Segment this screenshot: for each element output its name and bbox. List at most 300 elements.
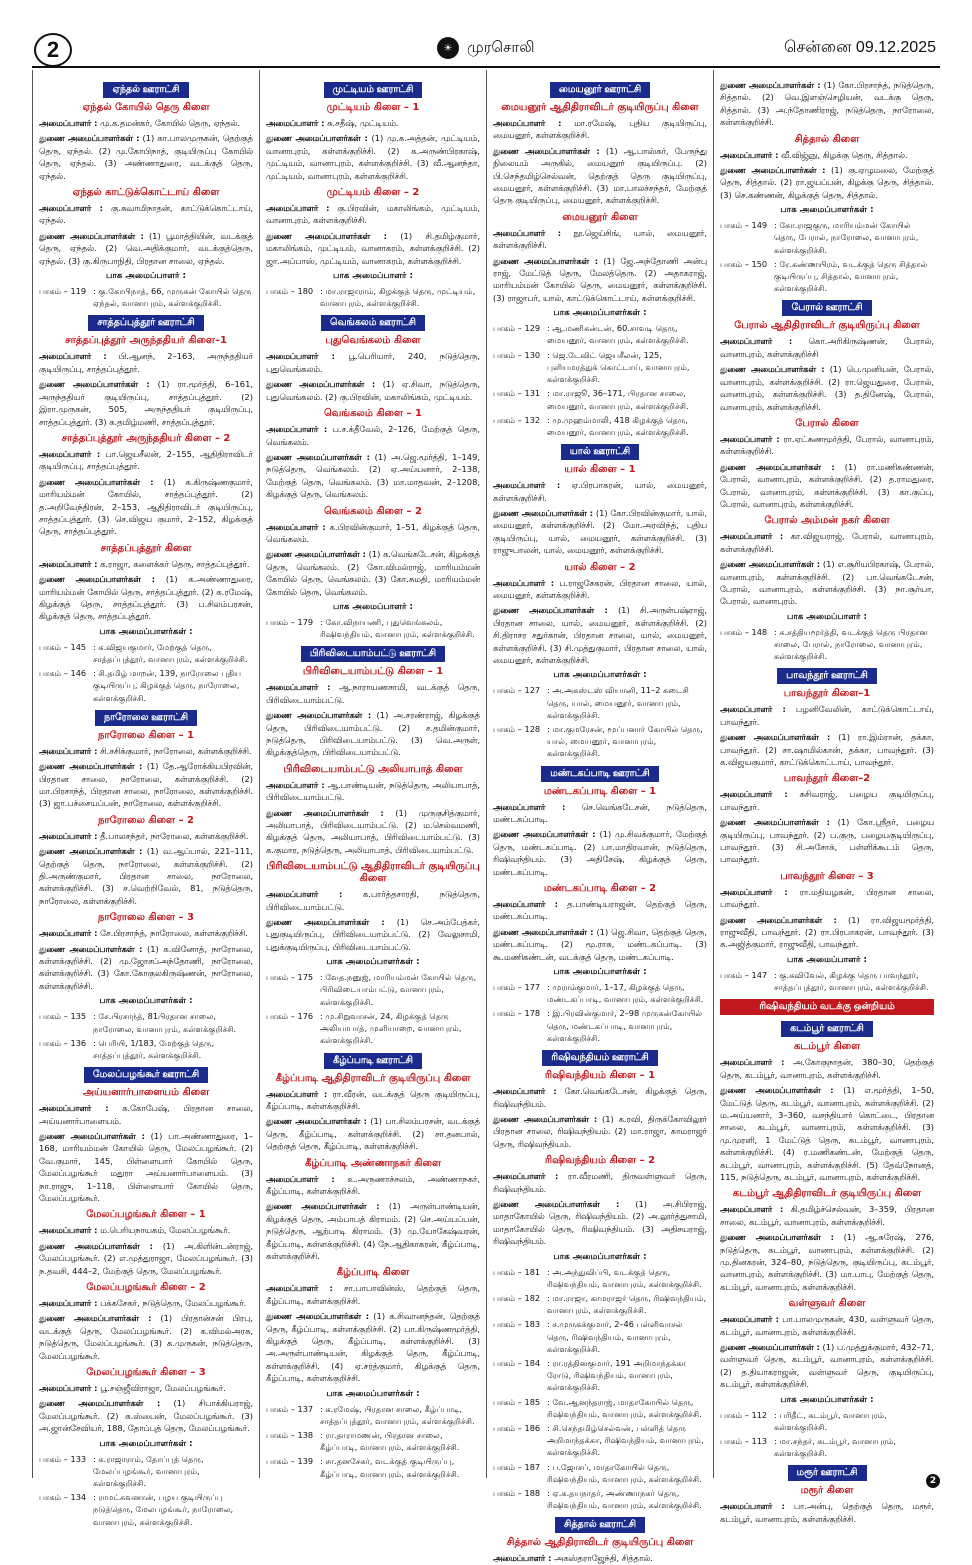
role-label: துணை அமைப்பாளர்கள் : xyxy=(39,943,143,954)
officer-details: (1) க.கிருஷ்ணகுமார், மாரியம்மன் கோயில், சாத்தப்புத்தூர். (2) த.அறிவேந்திரன், 2–153, ஆதிதிராவிடர் குடியிருப்பு, சாத்தப்புத்தூர். (3) செ.விஜய குமார், 2–152, கிழக்குத் தெரு, சாத்தப்புத்தூர். xyxy=(39,476,253,537)
branch-title: சாத்தப்புத்தூர் அருந்ததியர் கிளை–1 xyxy=(65,335,227,347)
role-label: அமைப்பாளர் : xyxy=(720,1501,785,1512)
role-label: துணை அமைப்பாளர்கள் : xyxy=(39,230,144,241)
booth-heading: பாக அமைப்பாளர்கள் : xyxy=(99,1438,193,1449)
role-label: துணை அமைப்பாளர்கள் : xyxy=(39,574,156,585)
officer-entry xyxy=(39,1130,253,1204)
branch-section xyxy=(493,212,707,438)
page-number: 2 xyxy=(34,33,72,67)
booth-officer: : சு.சத்தியமூர்த்தி, வடக்குத் தெரு பிரதான சாலை, பேரால், நாரோலை, வானாபுரம், கள்ளக்குறிச்சி. xyxy=(774,626,928,662)
officer-entry xyxy=(720,731,934,768)
branch-title: பாவந்தூர் கிளை–2 xyxy=(783,773,871,785)
column-3 xyxy=(487,70,714,1564)
officer-details: த.பாண்டியராஜன், தெற்குத் தெரு, மண்டகப்பாடி. xyxy=(493,899,707,922)
booth-heading: பாக அமைப்பாளர்கள் : xyxy=(326,1388,420,1399)
role-label: அமைப்பாளர் : xyxy=(39,351,107,362)
branch-section xyxy=(39,1067,253,1204)
officer-details: பக்கசேகர், நடுத்தெரு, மேலப்பழங்கூர். xyxy=(100,1297,247,1308)
branch-section xyxy=(39,1282,253,1362)
branch-section xyxy=(493,883,707,1044)
role-label: துணை அமைப்பாளர்கள் : xyxy=(720,364,825,375)
booth-officer: : மா.ராஜா, காமராஜர் தெரு, ரிஷிவந்தியம், வானாபுரம், கள்ளக்குறிச்சி. xyxy=(547,1292,707,1316)
officer-entry xyxy=(266,709,480,759)
rising-sun-logo-icon: ☀ xyxy=(437,37,459,59)
role-label: அமைப்பாளர் : xyxy=(493,480,561,491)
role-label: துணை அமைப்பாளர்கள் : xyxy=(266,1116,367,1127)
officer-details: (1) அ.சரண்ராஜ், கிழக்குத் தெரு, பிரிவிடையாம்பட்டு. (2) ச.தமின்குமார், நடுத்தெரு, பிரிவிடையாம்பட்டு. (3) வெ.அருள், கிழக்குத்தெரு, பிரிவிடையாம்பட்டு. xyxy=(266,710,480,758)
officer-details: மா.ரமேஷ், புதிய குடியிருப்பு, மையனூர், கள்ளக்குறிச்சி. xyxy=(493,118,708,141)
officer-details: (1) க.சிவானந்தன், தெற்குத் தெரு, கீழ்ப்பாடி, கள்ளக்குறிச்சி. (2) பா.கிருஷ்ணமூர்த்தி, கிழக்குத் தெரு, கீழ்ப்பாடி, கள்ளக்குறிச்சி. (3) அ.அருள்பாண்டியன், கிழக்குத் தெரு, கீழ்ப்பாடி, கள்ளக்குறிச்சி. (4) ஏ.சரத்குமார், கிழக்குத் தெரு, கீழ்ப்பாடி, கள்ளக்குறிச்சி. xyxy=(266,1311,480,1384)
role-label: துணை அமைப்பாளர்கள் : xyxy=(266,917,385,928)
officer-details: க.பார்த்தசாரதி, நடுத்தெரு, பிரிவிடையாம்பட்டு. xyxy=(266,889,480,912)
role-label: அமைப்பாளர் : xyxy=(39,830,98,841)
booth-number: பாகம் – 178 xyxy=(493,1008,541,1019)
role-label: அமைப்பாளர் : xyxy=(39,1103,109,1114)
officer-entry xyxy=(720,914,934,951)
booth-heading: பாக அமைப்பாளர்கள் : xyxy=(780,1394,874,1405)
role-label: அமைப்பாளர் : xyxy=(266,203,330,214)
footer-page-mark: 2 xyxy=(926,1474,940,1488)
officer-entry xyxy=(39,830,253,842)
booth-heading: பாக அமைப்பாளர் : xyxy=(106,271,186,282)
booth-row xyxy=(266,1403,480,1427)
masthead xyxy=(0,0,972,66)
officer-entry xyxy=(39,760,253,810)
officer-details: (1) பூமாத்தியின், வடக்குத் தெரு, ஏந்தல். (2) வெ.அதிக்குமார், வடக்குத்தெரு, ஏந்தல். (3) கு.கிருபாநிதி, பிரதான சாலை, ஏந்தல். xyxy=(39,230,253,266)
branch-title: பேரால் அம்மன் நகர் கிளை xyxy=(764,515,890,527)
branch-section xyxy=(266,1053,480,1153)
booth-row xyxy=(39,1010,253,1034)
branch-section xyxy=(266,1267,480,1479)
panchayat-badge: மண்டகப்பாடி ஊராட்சி xyxy=(541,766,659,782)
panchayat-badge: மையனூர் ஊராட்சி xyxy=(550,82,650,98)
officer-details: (1) கோ.ஸ்ரீதர், பழைய குடியிருப்பு, பாவந்தூர். (2) ப.குரு, பழையகுடியிருப்பு, பாவந்தூர். (3) சி.அசோக், பள்ளிக்கூடம் தெரு, பாவந்தூர். xyxy=(720,817,935,865)
branch-title: புதுவெங்கலம் கிளை xyxy=(325,335,421,347)
role-label: அமைப்பாளர் : xyxy=(39,1383,98,1394)
officer-details: (1) ஆ.பாஸ்கர், பேருந்து நிலையம் அருகில், மையனூர் குடியிருப்பு. (2) பி.செந்தமிழ்செல்வன், தெற்குத் தெரு குடியிருப்பு, மையனூர், கள்ளக்குறிச்சி. (3) மா.பாலச்சந்தர், மேற்குத் தெரு குடியிருப்பு, மையனூர், கள்ளக்குறிச்சி. xyxy=(493,145,707,206)
officer-details: ஆ.நாராயணசாமி, வடக்குத் தெரு, பிரிவிடையாம்பட்டு. xyxy=(266,682,480,705)
officer-details: பூ.பெரியார், 240, நடுத்தெரு, புதுவெங்கலம். xyxy=(266,351,481,374)
officer-details: கோ.வெங்கடேசன், கிழக்குத் தெரு, ரிஷிவந்தியம். xyxy=(493,1086,707,1109)
branch-title: மண்டகப்பாடி கிளை – 2 xyxy=(543,883,657,895)
panchayat-badge: நாரோலை ஊராட்சி xyxy=(95,710,197,726)
officer-entry xyxy=(266,548,480,598)
branch-title: வள்ளுவர் கிளை xyxy=(788,1298,866,1310)
officer-entry xyxy=(39,350,253,375)
role-label: அமைப்பாளர் : xyxy=(266,424,328,435)
branch-title: பிரிவிடையாம்பட்டு அலியாபாத் கிளை xyxy=(283,763,463,775)
panchayat-badge: கீழ்ப்பாடி ஊராட்சி xyxy=(324,1053,422,1069)
branch-section xyxy=(266,646,480,758)
booth-number: பாகம் – 180 xyxy=(266,286,314,297)
role-label: துணை அமைப்பாளர்கள் : xyxy=(266,379,376,390)
officer-entry xyxy=(493,1552,707,1564)
officer-details: (1) ரா.மூர்த்தி, 6–161, அருந்ததியர் குடியிருப்பு, சாத்தப்புத்தூர். (2) இரா.முருகன், 505, அருந்ததியர் குடியிருப்பு, சாத்தப்புத்தூர். (3) க.தமிழ்மணி, சாத்தப்புத்தூர். xyxy=(39,379,253,427)
branch-title: ரிஷிவந்தியம் கிளை – 1 xyxy=(544,1070,656,1082)
panchayat-badge: முட்டியம் ஊராட்சி xyxy=(324,82,423,98)
officer-details: (1) அ.ஜெ.மூர்த்தி, 1–149, நடுத்தெரு, வெங்கலம். (2) ஏ.அய்யனார், 2–138, மேற்குத் தெரு, வெங்கலம். (3) மா.மாதவன், 2–1208, கிழக்குத் தெரு, வெங்கலம். xyxy=(266,451,480,500)
booth-number: பாகம் – 136 xyxy=(39,1037,87,1048)
panchayat-badge: யால் ஊராட்சி xyxy=(561,444,639,460)
officer-entry xyxy=(39,117,253,129)
role-label: துணை அமைப்பாளர்கள் : xyxy=(720,165,826,176)
officer-entry xyxy=(39,927,253,939)
officer-details: க.ராஜா, களைக்கர் தெரு, சாத்தப்புத்தூர். xyxy=(100,558,250,569)
officer-details: (1) எ.சூரியபிரகாஷ், பேரால், வானாபுரம், கள்ளக்குறிச்சி. (2) பா.வெங்கடேசன், பேரால், வானாபுரம், கள்ளக்குறிச்சி. (3) நா.சூர்யா, பேரால், வானாபுரம். xyxy=(720,559,935,607)
branch-section xyxy=(720,515,934,662)
officer-details: பா.ஜெயசீலன், 2–155, ஆதிதிராவிடர் குடியிருப்பு, சாத்தப்புத்தூர். xyxy=(39,448,253,472)
officer-entry xyxy=(266,521,480,546)
booth-row xyxy=(493,981,707,1005)
role-label: அமைப்பாளர் : xyxy=(720,531,784,542)
branch-title: சாத்தப்புத்தூர் கிளை xyxy=(100,542,192,554)
branch-section xyxy=(493,766,707,878)
branch-section xyxy=(493,82,707,207)
booth-number: பாகம் – 128 xyxy=(493,724,541,734)
role-label: அமைப்பாளர் : xyxy=(266,1088,328,1099)
role-label: துணை அமைப்பாளர்கள் : xyxy=(39,846,143,857)
booth-officer: : கோ.ராஜகுரு, மாரியம்மன் கோயில் தெரு, பேரால், நாரோலை, வானாபுரம், கள்ளக்குறிச்சி. xyxy=(774,220,919,255)
role-label: துணை அமைப்பாளர்கள் : xyxy=(266,451,370,462)
branch-section xyxy=(493,1155,707,1511)
role-label: துணை அமைப்பாளர்கள் : xyxy=(266,710,372,721)
officer-details: க.பிரவின்குமார், 1–51, கிழக்குத் தெரு, வெங்கலம். xyxy=(266,521,480,544)
booth-row xyxy=(493,723,707,760)
branch-title: முட்டியம் கிளை – 1 xyxy=(326,102,420,113)
role-label: அமைப்பாளர் : xyxy=(266,1173,335,1184)
branch-section xyxy=(493,1517,707,1564)
booth-row xyxy=(493,1292,707,1316)
officer-details: நூ.ஜெய்சிங், யால், மையனூர், கள்ளக்குறிச்சி. xyxy=(493,227,707,251)
booth-officer: : ரா.ரத்தினகுமார், 191 அறிமாந்தக்கா ரோடு, ரிஷிவந்தியம், வானாபுரம், கள்ளக்குறிச்சி. xyxy=(547,1357,686,1393)
officer-entry xyxy=(266,779,480,804)
booth-number: பாகம் – 137 xyxy=(266,1403,314,1414)
branch-section xyxy=(720,1298,934,1459)
booth-heading: பாக அமைப்பாளர்கள் : xyxy=(553,670,647,681)
officer-entry xyxy=(493,828,707,878)
panchayat-badge: ரிஷிவந்தியம் ஊராட்சி xyxy=(542,1050,658,1066)
branch-section xyxy=(493,1050,707,1150)
booth-number: பாகம் – 147 xyxy=(720,969,768,980)
officer-details: சி.சசிக்குமார், நாரோலை, கள்ளக்குறிச்சி. xyxy=(100,745,252,756)
role-label: அமைப்பாளர் : xyxy=(266,889,343,900)
officer-details: (1) அருள்பாண்டியன், கிழக்குத் தெரு, அம்பாபத் கிராமம். (2) செ.அய்யப்பன், நடுத்தெரு, ஆற்பாடி கிராமம். (3) மு.யோகேஷ்வரன், கீழ்ப்பாடி, கள்ளக்குறிச்சி. (4) நே.ஆதிகாகரன், கீழ்ப்பாடி, கள்ளக்குறிச்சி. xyxy=(266,1201,480,1261)
booth-officer: : கு.கவிவேல், கிழக்கு தெரு பாவந்தூர், சாத்தப்புத்தூர், வானாபுரம், கள்ளக்குறிச்சி. xyxy=(774,969,929,993)
booth-officer: : கு.கோபிநாத், 66, முருகன் கோயில் தெரு ஏந்தல், வானாபுரம், கள்ளக்குறிச்சி. xyxy=(93,286,252,309)
top-rule xyxy=(32,66,940,68)
branch-section xyxy=(39,315,253,427)
branch-section xyxy=(39,543,253,704)
booth-number: பாகம் – 135 xyxy=(39,1011,87,1022)
booth-number: பாகம் – 133 xyxy=(39,1453,87,1464)
booth-officer: : ஜெ.டேவிட் ஜெயசீலன், 125, புளியமரத்துக் கொட்டாய், வானாபுரம், கள்ளக்குறிச்சி. xyxy=(547,349,690,385)
officer-details: (1) ஏ.சிவா, நடுத்தெரு, புதுவெங்கலம். (2) கு.பிரவின், மகாலிங்கம், முட்டியம். xyxy=(266,379,480,402)
booth-officer: : பெரியி, 1/183, மேற்குத் தெரு, சாத்தப்புத்தூர், கள்ளக்குறிச்சி. xyxy=(93,1037,215,1060)
role-label: துணை அமைப்பாளர்கள் : xyxy=(39,1240,154,1251)
booth-number: பாகம் – 134 xyxy=(39,1492,87,1503)
officer-entry xyxy=(266,350,480,375)
officer-details: (1) பா.சிலம்பரசன், வடக்குத் தெரு, கீழ்ப்பாடி, கள்ளக்குறிச்சி. (2) சா.தனபால், தெற்குத் தெரு, கீழ்ப்பாடி, கள்ளக்குறிச்சி. xyxy=(266,1116,480,1152)
booth-row xyxy=(720,1409,934,1433)
officer-details: கொ.அரிகிருஷ்ணன், பேரால், வானாபுரம், கள்ளக்குறிச்சி xyxy=(720,336,935,359)
officer-details: (1) முருகுசித்குமார், அலியாபாத், பிரிவிடையாம்பட்டு. (2) ம.செல்வமணி, கிழக்குத் தெரு, அலியாபாத், பிரிவிடையாம்பட்டு. (3) க.குமார, நடுத்தெரு, அலியாபாத், பிரிவிடையாம்பட்டு. xyxy=(266,807,481,855)
role-label: அமைப்பாளர் : xyxy=(493,1553,552,1564)
role-label: துணை அமைப்பாளர்கள் : xyxy=(493,829,596,840)
officer-details: ரா.வீரமணி, திருவள்ளுவர் தெரு, ரிஷிவந்தியம். xyxy=(493,1171,708,1194)
branch-section xyxy=(266,1158,480,1263)
booth-row xyxy=(493,349,707,386)
officer-entry xyxy=(39,1297,253,1309)
booth-officer: : ரா.தாராமணன், பிரதான சாலை, கீழ்ப்பாடி, வானாபுரம், கள்ளக்குறிச்சி. xyxy=(320,1430,460,1453)
officer-entry xyxy=(720,1056,934,1081)
booth-number: பாகம் – 145 xyxy=(39,641,87,652)
booth-row xyxy=(493,414,707,438)
branch-title: மேலப்பழங்கூர் கிளை – 1 xyxy=(86,1209,206,1221)
officer-details: (1) கோ.பிரசாந்த், நடுத்தெரு, சித்தால். (2) வெ.இளஞ்செழியன், வடக்கு தெரு, சித்தால். (3) அ.ந்தோணிராஜ், நடுத்தெரு, நாரோலை, கள்ளக்குறிச்சி. xyxy=(720,80,935,128)
officer-entry xyxy=(266,378,480,403)
booth-row xyxy=(493,322,707,346)
officer-details: பா.பாலமுருகன், 430, வள்ளுவர் தெரு, கடம்பூர், வானாபுரம், கள்ளக்குறிச்சி. xyxy=(720,1314,934,1337)
officer-entry xyxy=(720,1203,934,1228)
panchayat-badge: மேலப்பழங்கூர் ஊராட்சி xyxy=(84,1067,208,1083)
booth-row xyxy=(720,1435,934,1459)
panchayat-badge: பிரிவிடையாம்பட்டு ஊராட்சி xyxy=(301,646,445,662)
booth-officer: : மா.குமரேசன், மூப்பனார் கோயில் தெரு, யால், மையனூர், வானாபுரம், கள்ளக்குறிச்சி. xyxy=(547,724,703,759)
officer-entry xyxy=(720,558,934,608)
officer-details: (1) ஆ.சுரேஷ், 276, நடுத்தெரு, கடம்பூர், வானாபுரம், கள்ளக்குறிச்சி. (2) மு.தினகரன், 324–80, நடுத்தெரு, குடியிருப்பு, கடம்பூர், வானாபுரம், கள்ளக்குறிச்சி. (3) மா.பாபு, மேற்குத் தெரு, கடம்பூர், வானாபுரம், கள்ளக்குறிச்சி. xyxy=(720,1232,934,1292)
branch-section xyxy=(720,418,934,510)
officer-entry xyxy=(266,451,480,501)
branch-title: மேலப்பழங்கூர் கிளை – 2 xyxy=(86,1281,206,1293)
role-label: அமைப்பாளர் : xyxy=(266,1283,333,1294)
role-label: துணை அமைப்பாளர்கள் : xyxy=(720,80,821,90)
officer-details: அ.கோகுநாதன், 380–30, தெற்குத் தெரு, கடம்பூர், வானாபுரம், கள்ளக்குறிச்சி. xyxy=(720,1057,935,1080)
booth-officer: : மு.சிறுவாசன், 24, கிழக்குத் தெரு அலியாபாத், முளியாறை, வானாபுரம், கள்ளக்குறிச்சி. xyxy=(320,1010,462,1046)
booth-officer: : ஏ.க.தயநாதர், அண்ணாநகர் தெரு, ரிஷிவந்தியம், வானாபுரம், கள்ளக்குறிச்சி. xyxy=(547,1488,702,1511)
officer-details: பா.அன்பு, தெற்குத் தெரு, மரூர், கடம்பூர், வானாபுரம், கள்ளக்குறிச்சி. xyxy=(720,1501,934,1524)
booth-officer: : வேத.நனுஜ், மாரியம்மன் கோயில் தெரு, பிரிவிடையாம்பட்டு, வானாபுரம், கள்ளக்குறிச்சி. xyxy=(320,972,477,1007)
branch-title: பாவந்தூர் கிளை – 3 xyxy=(780,870,874,882)
branch-section xyxy=(720,79,934,129)
branch-section xyxy=(266,187,480,309)
booth-heading: பாக அமைப்பாளர்கள் : xyxy=(99,996,193,1007)
booth-number: பாகம் – 127 xyxy=(493,685,541,696)
officer-details: அகஸ்தராஜேந்தி, சித்தால். xyxy=(554,1553,653,1564)
officer-entry xyxy=(266,132,480,182)
officer-details: ரா.வீரன், வடக்குத் தெரு குடியிருப்பு, கீழ்ப்பாடி, கள்ளக்குறிச்சி. xyxy=(266,1088,480,1111)
booth-number: பாகம் – 139 xyxy=(266,1456,314,1467)
union-banner: ரிஷிவந்தியம் வடக்கு ஒன்றியம் xyxy=(720,999,934,1015)
officer-entry xyxy=(266,1200,480,1262)
officer-details: ரா.ஏட்சுணமூர்த்தி, பேரால், வானாபுரம், கள்ளக்குறிச்சி. xyxy=(720,433,934,457)
officer-entry xyxy=(39,573,253,623)
panchayat-badge: சாத்தப்புத்தூர் ஊராட்சி xyxy=(88,315,203,331)
booth-officer: : ப.ஜோசப், மாதாகோயில் தெரு, ரிஷிவந்தியம், வானாபுரம், கள்ளக்குறிச்சி. xyxy=(547,1461,702,1484)
booth-row xyxy=(39,667,253,704)
branch-section xyxy=(39,1209,253,1277)
role-label: துணை அமைப்பாளர்கள் : xyxy=(493,605,608,616)
officer-details: (1) கோ.பிரவின்குமார், யால், மையனூர், கள்ளக்குறிச்சி. (2) மோ.அரவிந்த், புதிய குடியிருப்பு, யால், மையனூர், கள்ளக்குறிச்சி. (3) ராஜுபாலன், யால், மையனூர், கள்ளக்குறிச்சி. xyxy=(493,507,707,556)
officer-entry xyxy=(266,423,480,448)
role-label: அமைப்பாளர் : xyxy=(39,928,98,939)
role-label: அமைப்பாளர் : xyxy=(39,118,98,128)
officer-entry xyxy=(493,1198,707,1248)
panchayat-badge: கடம்பூர் ஊராட்சி xyxy=(781,1021,873,1037)
officer-details: (1) பா.அண்ணாதுரை, 1–168, மாரியம்மன் கோயில் தெரு, மேலப்பழங்கூர். (2) வே.குமார், 145, பிள்ளையார் கோயில் தெரு, மேலப்பழங்கூர் மதுரா அய்யனார்பாளையம். (3) நா.ராஜு, 1–118, பிள்ளையார் கோயில் தெரு, மேலப்பழங்கூர். xyxy=(39,1130,253,1203)
officer-entry xyxy=(720,1341,934,1391)
branch-section xyxy=(720,1021,934,1183)
branch-section xyxy=(493,444,707,556)
officer-entry xyxy=(266,916,480,953)
branch-section xyxy=(39,433,253,538)
branch-section xyxy=(39,710,253,810)
branch-title: நாரோலை கிளை – 3 xyxy=(98,912,194,924)
booth-row xyxy=(39,285,253,309)
branch-title: கடம்பூர் ஆதிதிராவிடர் குடியிருப்பு கிளை xyxy=(732,1188,922,1200)
role-label: துணை அமைப்பாளர்கள் : xyxy=(720,1085,834,1096)
booth-heading: பாக அமைப்பாளர் : xyxy=(333,271,413,282)
booth-row xyxy=(493,1422,707,1459)
booth-row xyxy=(493,1318,707,1355)
booth-row xyxy=(266,1010,480,1047)
officer-entry xyxy=(39,202,253,227)
booth-number: பாகம் – 187 xyxy=(493,1461,541,1472)
booth-officer: : மு.முஹம்மாலி, 418 கிழக்குத் தெரு, மையனூர், வானாபுரம், கள்ளக்குறிச்சி. xyxy=(547,414,689,437)
role-label: அமைப்பாளர் : xyxy=(720,704,786,715)
officer-entry xyxy=(39,448,253,473)
branch-section xyxy=(266,861,480,1046)
officer-entry xyxy=(266,1088,480,1113)
branch-title: நாரோலை கிளை – 1 xyxy=(98,729,194,741)
branch-title: அய்யனார்பாளையம் கிளை xyxy=(82,1087,210,1099)
booth-row xyxy=(720,258,934,295)
role-label: அமைப்பாளர் : xyxy=(493,899,558,910)
role-label: அமைப்பாளர் : xyxy=(720,1204,784,1215)
officer-entry xyxy=(493,227,707,252)
role-label: அமைப்பாளர் : xyxy=(720,886,788,897)
booth-officer: : ராமட்சுவனான், பழய குடியிருப்பு நடுத்தெரு, மேலபழங்கூர், நாரோலை, வானாபுரம், கள்ளக்குறிச்சி. xyxy=(93,1492,234,1527)
role-label: அமைப்பாளர் : xyxy=(266,779,325,790)
role-label: அமைப்பாளர் : xyxy=(493,801,566,812)
officer-entry xyxy=(266,807,480,857)
role-label: அமைப்பாளர் : xyxy=(39,1225,98,1236)
booth-officer: : ரே.கண்ணயிரம், வடக்குத் தெரு சித்தால் குடியிருப்பு, சித்தால், வானாபுரம், கள்ளக்குறிச்சி. xyxy=(774,258,928,294)
booth-officer: : அ.அகஸ்டஸ் வியானி, 11–2 கடைசி தெரு, யால், மையனூர், வானாபுரம், கள்ளக்குறிச்சி. xyxy=(547,685,689,720)
branch-section xyxy=(39,1367,253,1528)
role-label: அமைப்பாளர் : xyxy=(720,1057,785,1068)
officer-details: (1) கு.ஏழுமலை, மேற்குத் தெரு, சித்தால். (2) ரா.ஜயப்பன், கிழக்கு தெரு, சித்தால். (3) செ.கண்ணன், கிழக்குத் தெரு, சித்தால். xyxy=(720,165,934,200)
booth-number: பாகம் – 176 xyxy=(266,1010,314,1021)
branch-title: ரிஷிவந்தியம் கிளை – 2 xyxy=(544,1155,656,1167)
branch-title: மையனூர் கிளை xyxy=(562,211,638,223)
officer-entry xyxy=(493,604,707,666)
officer-details: (1) பெ.முனியன், பேரால், வானாபுரம், கள்ளக்குறிச்சி. (2) ரா.ஜெயதுரை, பேரால், வானாபுரம், கள்ளக்குறிச்சி. (3) த.தினேஷ், பேரால், வானாபுரம், கள்ளக்குறிச்சி. xyxy=(720,364,934,412)
role-label: துணை அமைப்பாளர்கள் : xyxy=(720,817,830,828)
officer-details: சே.பிரசாந்த், நாரோலை, கள்ளக்குறிச்சி. xyxy=(100,928,248,939)
officer-details: (1) ரா.மணிகண்ணன், பேரால், வானாபுரம், கள்ளக்குறிச்சி. (2) த.ராமதுரை, பேரால், வானாபுரம், கள்ளக்குறிச்சி. (3) கா.குப்பு, பேரால், வானாபுரம், கள்ளக்குறிச்சி. xyxy=(720,461,935,509)
branch-title: கீழ்ப்பாடி ஆதிதிராவிடர் குடியிருப்பு கிளை xyxy=(275,1072,471,1084)
booth-heading: பாக அமைப்பாளர்கள் : xyxy=(553,1251,647,1262)
role-label: துணை அமைப்பாளர்கள் : xyxy=(493,1198,620,1209)
officer-details: (1) க.அண்ணாதுரை, மாரியம்மன் கோயில் தெரு, சாத்தப்புத்தூர். (2) க.ரமேஷ், கிழக்குத் தெரு, சாத்தப்புத்தூர். (3) ப.சிலம்பரசன், கிழக்குத் தெரு, சாத்தப்புத்தூர். xyxy=(39,574,253,622)
column-1 xyxy=(32,70,260,1527)
booth-officer: : மா.சந்தர், கடம்பூர், வானாபுரம், கள்ளக்குறிச்சி. xyxy=(774,1436,897,1459)
branch-section xyxy=(39,815,253,907)
officer-entry xyxy=(39,1240,253,1277)
officer-details: பழனிவேலின், காட்டுக்கொட்டாய், பாவந்தூர். xyxy=(720,704,935,727)
panchayat-badge: பாவந்தூர் ஊராட்சி xyxy=(777,668,877,684)
officer-details: (1) சி.அருள்பஷ்ராஜ், பிரதான சாலை, யால், மையனூர், கள்ளக்குறிச்சி. (2) சி.திராசர சதுர்கான், பிரதான சாலை, யால், மையனூர், கள்ளக்குறிச்சி. (3) சி.முத்துகுமார், பிரதான சாலை, யால், மையனூர், கள்ளக்குறிச்சி. xyxy=(493,605,708,665)
branch-section xyxy=(720,1188,934,1293)
officer-entry xyxy=(720,363,934,413)
role-label: அமைப்பாளர் : xyxy=(720,433,780,444)
role-label: துணை அமைப்பாளர்கள் : xyxy=(266,807,384,818)
officer-entry xyxy=(266,888,480,913)
branch-title: பிரிவிடையாம்பட்டு கிளை – 1 xyxy=(302,666,444,678)
news-columns xyxy=(32,70,940,1564)
panchayat-badge: வெங்கலம் ஊராட்சி xyxy=(321,315,425,331)
role-label: அமைப்பாளர் : xyxy=(266,521,326,532)
brand xyxy=(437,37,535,59)
booth-row xyxy=(39,1037,253,1061)
booth-number: பாகம் – 186 xyxy=(493,1423,541,1433)
branch-section xyxy=(720,668,934,768)
officer-entry xyxy=(720,164,934,201)
branch-title: யால் கிளை – 1 xyxy=(564,464,636,476)
booth-number: பாகம் – 146 xyxy=(39,668,87,679)
booth-number: பாகம் – 112 xyxy=(720,1409,768,1420)
booth-number: பாகம் – 138 xyxy=(266,1430,314,1441)
branch-title: கீழ்ப்பாடி கிளை xyxy=(336,1267,410,1279)
officer-details: கு.பிரவின், மகாலிங்கம், முட்டியம், வானாபுரம், கள்ளக்குறிச்சி. xyxy=(266,203,481,226)
role-label: துணை அமைப்பாளர்கள் : xyxy=(266,1311,370,1322)
officer-entry xyxy=(39,132,253,182)
officer-entry xyxy=(720,788,934,813)
role-label: அமைப்பாளர் : xyxy=(493,227,562,238)
role-label: அமைப்பாளர் : xyxy=(39,745,98,756)
booth-number: பாகம் – 148 xyxy=(720,626,768,637)
booth-officer: : சே.பிரசாந்த், 81பிரதான சாலை, நாரோலை, வானாபுரம், கள்ளக்குறிச்சி. xyxy=(93,1011,237,1034)
officer-details: மு.க.தமன்கர், கோயில் தெரு, ஏந்தல். xyxy=(100,118,241,128)
officer-details: பூ.சஞ்ஜீவிராஜா, மேலப்பழங்கூர். xyxy=(100,1383,226,1394)
booth-heading: பாக அமைப்பாளர்கள் : xyxy=(99,626,193,637)
role-label: துணை அமைப்பாளர்கள் : xyxy=(720,732,831,743)
officer-entry xyxy=(720,461,934,511)
officer-details: க.கோபேஷ், பிரதான சாலை, அய்யனார்பாளையம். xyxy=(39,1103,254,1126)
booth-row xyxy=(39,1453,253,1490)
branch-section xyxy=(39,912,253,1061)
officer-entry xyxy=(39,230,253,267)
booth-row xyxy=(493,684,707,721)
officer-entry xyxy=(493,898,707,923)
branch-title: வெங்கலம் கிளை – 1 xyxy=(324,408,422,420)
role-label: அமைப்பாளர் : xyxy=(39,558,98,569)
officer-entry xyxy=(493,1170,707,1195)
officer-entry xyxy=(493,1085,707,1110)
booth-row xyxy=(493,387,707,411)
brand-name: முரசொலி xyxy=(467,38,535,56)
officer-details: கு.சுவாமிநாதன், காட்டுக்கொட்டாய், ஏந்தல். xyxy=(39,203,253,226)
role-label: துணை அமைப்பாளர்கள் : xyxy=(266,549,366,560)
role-label: துணை அமைப்பாளர்கள் : xyxy=(493,255,599,266)
officer-entry xyxy=(39,558,253,570)
booth-row xyxy=(720,626,934,663)
officer-entry xyxy=(266,1310,480,1384)
branch-section xyxy=(720,134,934,295)
officer-entry xyxy=(493,577,707,602)
officer-entry xyxy=(493,255,707,305)
officer-entry xyxy=(720,433,934,458)
